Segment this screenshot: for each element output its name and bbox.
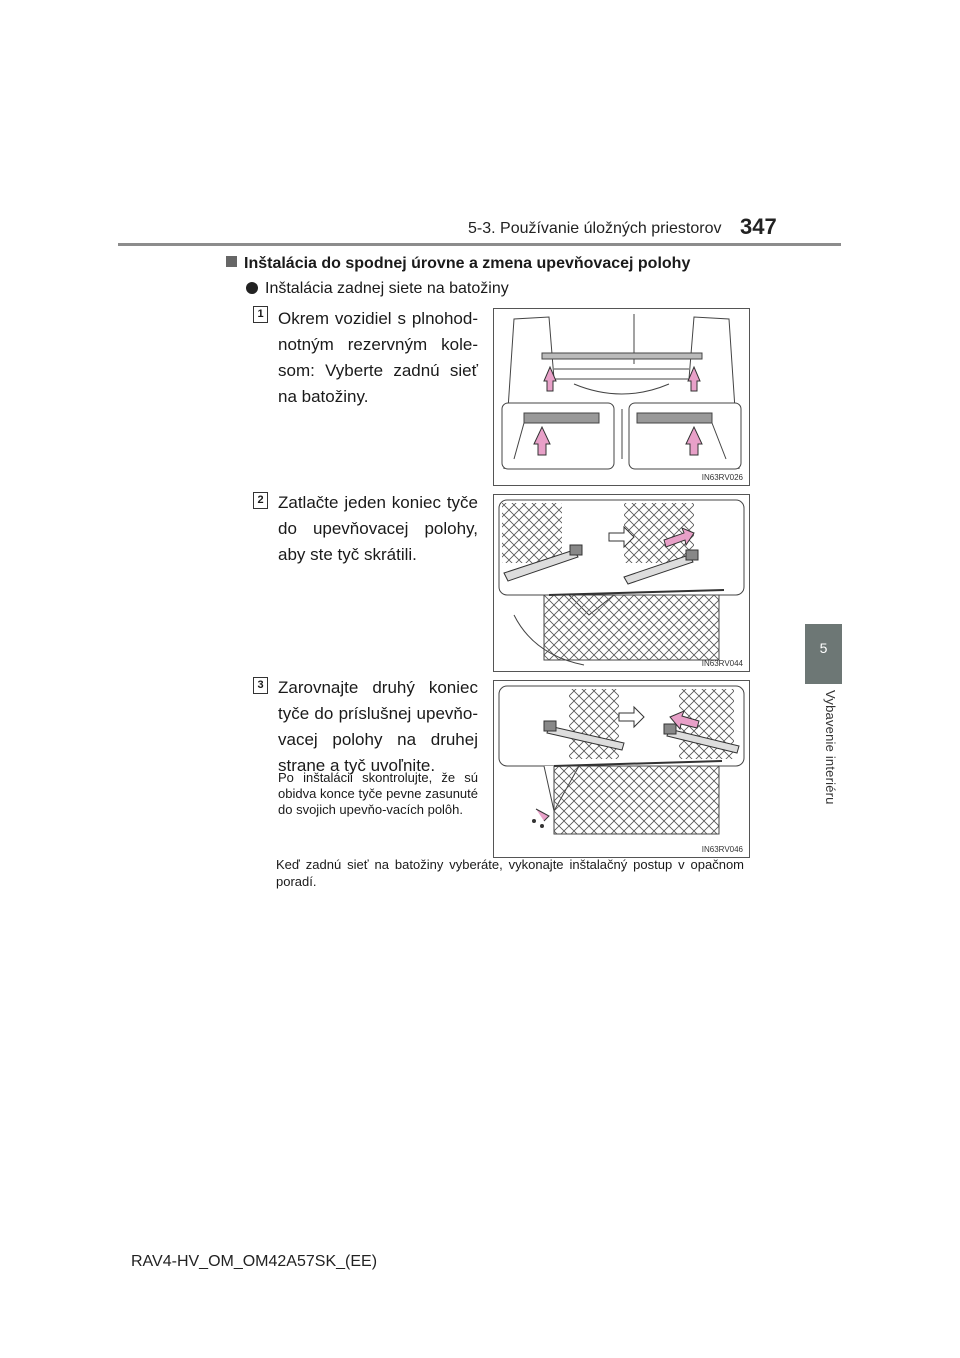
- step-3-text: Zarovnajte druhý koniec tyče do príslušnej upevňo-vacej polohy na druhej strane a tyč uvoľnite.: [278, 678, 478, 775]
- cargo-net-removal-illustration: [494, 309, 749, 485]
- footer-note: Keď zadnú sieť na batožiny vyberáte, vykonajte inštalačný postup v opačnom poradí.: [276, 857, 744, 889]
- square-bullet-icon: [226, 256, 237, 267]
- circle-bullet-icon: [246, 282, 258, 294]
- figure-step-2: [493, 494, 750, 672]
- section-heading: [226, 255, 690, 273]
- header-rule: [118, 243, 841, 246]
- figure-label-1: IN63RV026: [701, 473, 743, 482]
- step-badge-3: 3: [253, 677, 268, 694]
- step-badge-1: 1: [253, 306, 268, 323]
- step-2-text: Zatlačte jeden koniec tyče do upevňovacej polohy, aby ste tyč skrátili.: [278, 493, 478, 564]
- section-heading-text: Inštalácia do spodnej úrovne a zmena upevňovacej polohy: [244, 255, 691, 272]
- figure-label-2: IN63RV044: [701, 659, 743, 668]
- sub-heading-text: Inštalácia zadnej siete na batožiny: [265, 280, 509, 297]
- sub-heading: [246, 280, 509, 298]
- step-3-note: Po inštalácii skontrolujte, že sú obidva konce tyče pevne zasunuté do svojich upevňo-vacích polôh.: [278, 770, 478, 817]
- page-number: 347: [740, 214, 777, 239]
- chapter-number: 5: [819, 640, 828, 656]
- figure-step-3: [493, 680, 750, 858]
- step-badge-2: 2: [253, 492, 268, 509]
- chapter-label: Vybavenie interiéru: [823, 690, 838, 805]
- document-code: RAV4-HV_OM_OM42A57SK_(EE): [131, 1253, 378, 1270]
- rod-shortening-illustration: [494, 495, 749, 671]
- figure-label-3: IN63RV046: [701, 845, 743, 854]
- rod-release-illustration: [494, 681, 749, 857]
- figure-step-1: [493, 308, 750, 486]
- step-1-text: Okrem vozidiel s plnohod-notným rezervným kole-som: Vyberte zadnú sieť na batožiny.: [278, 309, 478, 406]
- header-section-title: 5-3. Používanie úložných priestorov: [468, 220, 722, 237]
